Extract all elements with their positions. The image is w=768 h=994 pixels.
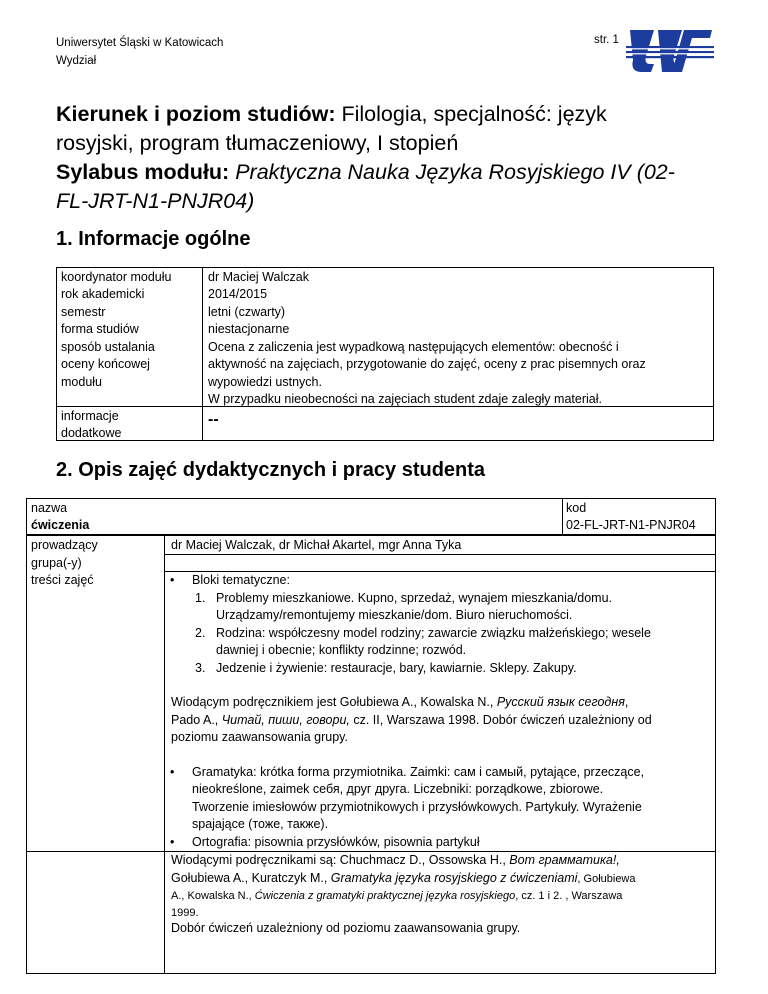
value-prowadzacy: dr Maciej Walczak, dr Michał Akartel, mgr Anna Tyka bbox=[171, 538, 462, 552]
title-module-code: FL-JRT-N1-PNJR04) bbox=[56, 189, 255, 213]
book-title: Читай, пиши, говори, bbox=[221, 713, 350, 727]
paragraph-line: 1999. bbox=[171, 907, 199, 919]
paragraph-line bbox=[171, 694, 707, 712]
university-logo-icon bbox=[624, 26, 716, 74]
value-koordynator: dr Maciej Walczak bbox=[208, 270, 309, 284]
value-dodatkowe: -- bbox=[208, 411, 219, 428]
text-run: A., Kowalska N., bbox=[171, 890, 255, 902]
value-forma: niestacjonarne bbox=[208, 322, 290, 336]
list-item-line: Urządzamy/remontujemy mieszkanie/dom. Biuro nieruchomości. bbox=[216, 608, 573, 622]
table-divider bbox=[202, 268, 203, 440]
label-dodatkowe: dodatkowe bbox=[61, 426, 122, 440]
section-2-heading: 2. Opis zajęć dydaktycznych i pracy studenta bbox=[56, 459, 486, 481]
book-title: Gramatyka języka rosyjskiego z ćwiczeniami bbox=[330, 871, 578, 885]
text-run: Wiodącym podręcznikiem jest Gołubiewa A., Kowalska N., bbox=[171, 695, 497, 709]
value-ocena-line: W przypadku nieobecności na zajęciach student zdaje zaległy materiał. bbox=[208, 392, 602, 406]
list-item-line: Problemy mieszkaniowe. Kupno, sprzedaż, wynajem mieszkania/domu. bbox=[216, 591, 613, 605]
label-prowadzacy: prowadzący bbox=[31, 538, 98, 552]
paragraph-line: Dobór ćwiczeń uzależniony od poziomu zaawansowania grupy. bbox=[171, 921, 521, 935]
list-item-line: Jedzenie i żywienie: restauracje, bary, kawiarnie. Sklepy. Zakupy. bbox=[216, 661, 577, 675]
list-item-line: dawniej i obecnie; konflikty rodzinne; rozwód. bbox=[216, 643, 467, 657]
text-run: , cz. 1 i 2. , Warszawa bbox=[515, 890, 623, 902]
text-run: Pado A., bbox=[171, 713, 222, 727]
label-tresci: treści zajęć bbox=[31, 573, 94, 587]
label-kod: kod bbox=[566, 501, 587, 515]
label-modulu: modułu bbox=[61, 375, 102, 389]
value-kod: 02-FL-JRT-N1-PNJR04 bbox=[566, 518, 696, 532]
paragraph-line bbox=[171, 870, 636, 889]
course-description-table bbox=[26, 498, 716, 852]
book-title: Русский язык сегодня bbox=[496, 695, 625, 709]
list-number: 2. bbox=[195, 626, 206, 640]
label-informacje: informacje bbox=[61, 409, 119, 423]
table-divider bbox=[562, 499, 563, 535]
paragraph-line bbox=[171, 852, 620, 870]
title-field-label: Kierunek i poziom studiów: bbox=[56, 102, 336, 126]
paragraph-line: poziomu zaawansowania grupy. bbox=[171, 730, 348, 744]
bullet-text: Ortografia: pisownia przysłówków, pisownia partykuł bbox=[192, 835, 480, 849]
bullet-icon: • bbox=[170, 573, 175, 587]
bullet-text: Bloki tematyczne: bbox=[192, 573, 290, 587]
text-run: , Gołubiewa bbox=[577, 873, 636, 885]
table-divider bbox=[164, 536, 165, 851]
bullet-text: Tworzenie imiesłowów przymiotnikowych i przysłówkowych. Partykuły. Wyrażenie bbox=[192, 800, 642, 814]
label-rok: rok akademicki bbox=[61, 287, 145, 301]
title-field-value: Filologia, specjalność: język bbox=[335, 102, 607, 126]
value-ocena-line: wypowiedzi ustnych. bbox=[208, 375, 322, 389]
title-module-label: Sylabus modułu: bbox=[56, 160, 230, 184]
label-koordynator: koordynator modułu bbox=[61, 270, 172, 284]
bullet-text: spajające (тоже, также). bbox=[192, 817, 329, 831]
value-semestr: letni (czwarty) bbox=[208, 305, 286, 319]
bullet-icon: • bbox=[170, 835, 175, 849]
value-rok: 2014/2015 bbox=[208, 287, 268, 301]
label-oceny: oceny końcowej bbox=[61, 357, 150, 371]
page-number: str. 1 bbox=[594, 34, 619, 46]
label-forma: forma studiów bbox=[61, 322, 139, 336]
title-line: rosyjski, program tłumaczeniowy, I stopień bbox=[56, 131, 459, 155]
label-grupa: grupa(-y) bbox=[31, 556, 82, 570]
bullet-icon: • bbox=[170, 765, 175, 779]
value-ocena-line: Ocena z zaliczenia jest wypadkową następujących elementów: obecność i bbox=[208, 340, 619, 354]
value-nazwa: ćwiczenia bbox=[31, 518, 90, 532]
course-description-table-cont bbox=[26, 852, 716, 974]
text-run: cz. II, Warszawa 1998. Dobór ćwiczeń uzależniony od bbox=[349, 713, 652, 727]
list-number: 3. bbox=[195, 661, 206, 675]
label-nazwa: nazwa bbox=[31, 501, 68, 515]
header-university: Uniwersytet Śląski w Katowicach bbox=[56, 37, 224, 49]
general-info-table bbox=[56, 267, 714, 441]
title-module-value: Praktyczna Nauka Języka Rosyjskiego IV (02- bbox=[229, 160, 675, 184]
section-1-heading: 1. Informacje ogólne bbox=[56, 228, 251, 250]
paragraph-line bbox=[171, 888, 622, 906]
list-item-line: Rodzina: współczesny model rodziny; zawarcie związku małżeńskiego; wesele bbox=[216, 626, 651, 640]
text-run: Gołubiewa A., Kuratczyk M., bbox=[171, 871, 331, 885]
document-title bbox=[56, 100, 716, 216]
bullet-text: nieokreślone, zaimek себя, друг друга. Liczebniki: porządkowe, zbiorowe. bbox=[192, 782, 604, 796]
table-divider bbox=[164, 852, 165, 973]
text-run: , bbox=[624, 695, 629, 709]
value-ocena-line: aktywność na zajęciach, przygotowanie do zajęć, oceny z prac pisemnych oraz bbox=[208, 357, 646, 371]
bullet-text: Gramatyka: krótka forma przymiotnika. Zaimki: сам i самый, pytające, przeczące, bbox=[192, 765, 645, 779]
book-title: Ćwiczenia z gramatyki praktycznej języka rosyjskiego bbox=[254, 890, 516, 902]
paragraph-line bbox=[171, 712, 707, 730]
header-university-block bbox=[56, 34, 223, 70]
book-title: Вот грамматика!, bbox=[509, 853, 620, 867]
text-run: Wiodącymi podręcznikami są: Chuchmacz D., Ossowska H., bbox=[171, 853, 510, 867]
list-number: 1. bbox=[195, 591, 206, 605]
label-semestr: semestr bbox=[61, 305, 106, 319]
label-sposob: sposób ustalania bbox=[61, 340, 155, 354]
header-department: Wydział bbox=[56, 55, 97, 67]
